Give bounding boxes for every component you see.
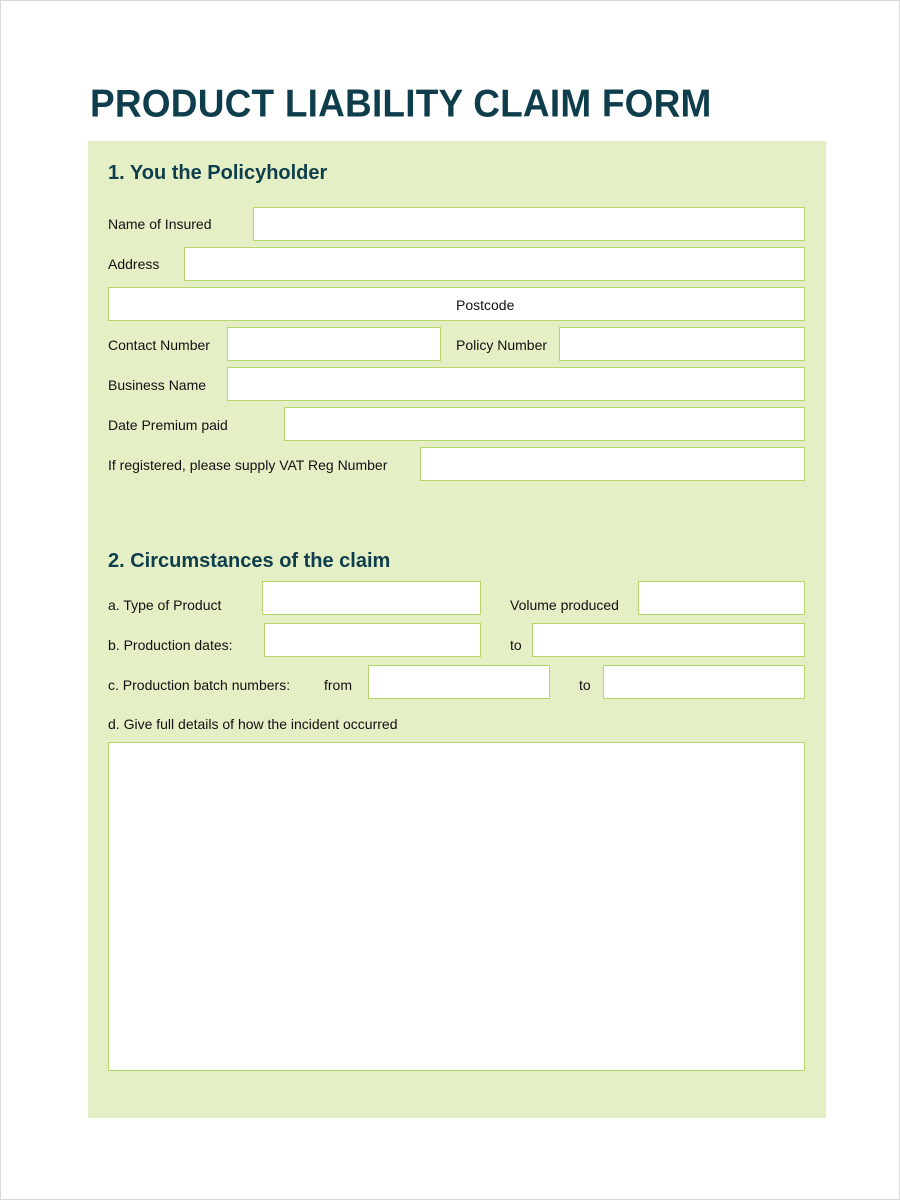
- type-of-product-label: a. Type of Product: [108, 597, 222, 613]
- production-dates-label: b. Production dates:: [108, 637, 233, 653]
- date-premium-paid-field[interactable]: [284, 407, 805, 441]
- batch-from-label: from: [324, 677, 352, 693]
- contact-number-field[interactable]: [227, 327, 441, 361]
- name-of-insured-field[interactable]: [253, 207, 805, 241]
- incident-details-textarea[interactable]: [108, 742, 805, 1071]
- batch-to-field[interactable]: [603, 665, 805, 699]
- contact-number-label: Contact Number: [108, 337, 210, 353]
- batch-to-label: to: [579, 677, 591, 693]
- form-title: PRODUCT LIABILITY CLAIM FORM: [90, 82, 712, 126]
- business-name-label: Business Name: [108, 377, 207, 393]
- vat-reg-number-label: If registered, please supply VAT Reg Number: [108, 457, 388, 473]
- name-of-insured-label: Name of Insured: [108, 216, 212, 232]
- section-2-heading: 2. Circumstances of the claim: [108, 550, 391, 572]
- section-1-heading: 1. You the Policyholder: [108, 162, 328, 184]
- volume-produced-label: Volume produced: [510, 597, 619, 613]
- postcode-label: Postcode: [456, 297, 515, 313]
- address-label: Address: [108, 256, 160, 272]
- policy-number-field[interactable]: [559, 327, 805, 361]
- type-of-product-field[interactable]: [262, 581, 481, 615]
- production-dates-to-label: to: [510, 637, 522, 653]
- business-name-field[interactable]: [227, 367, 805, 401]
- production-date-from-field[interactable]: [264, 623, 481, 657]
- batch-from-field[interactable]: [368, 665, 550, 699]
- vat-reg-number-field[interactable]: [420, 447, 805, 481]
- policy-number-label: Policy Number: [456, 337, 548, 353]
- address-field[interactable]: [184, 247, 805, 281]
- date-premium-paid-label: Date Premium paid: [108, 417, 228, 433]
- incident-details-label: d. Give full details of how the incident occurred: [108, 716, 398, 732]
- volume-produced-field[interactable]: [638, 581, 805, 615]
- production-date-to-field[interactable]: [532, 623, 805, 657]
- batch-numbers-label: c. Production batch numbers:: [108, 677, 291, 693]
